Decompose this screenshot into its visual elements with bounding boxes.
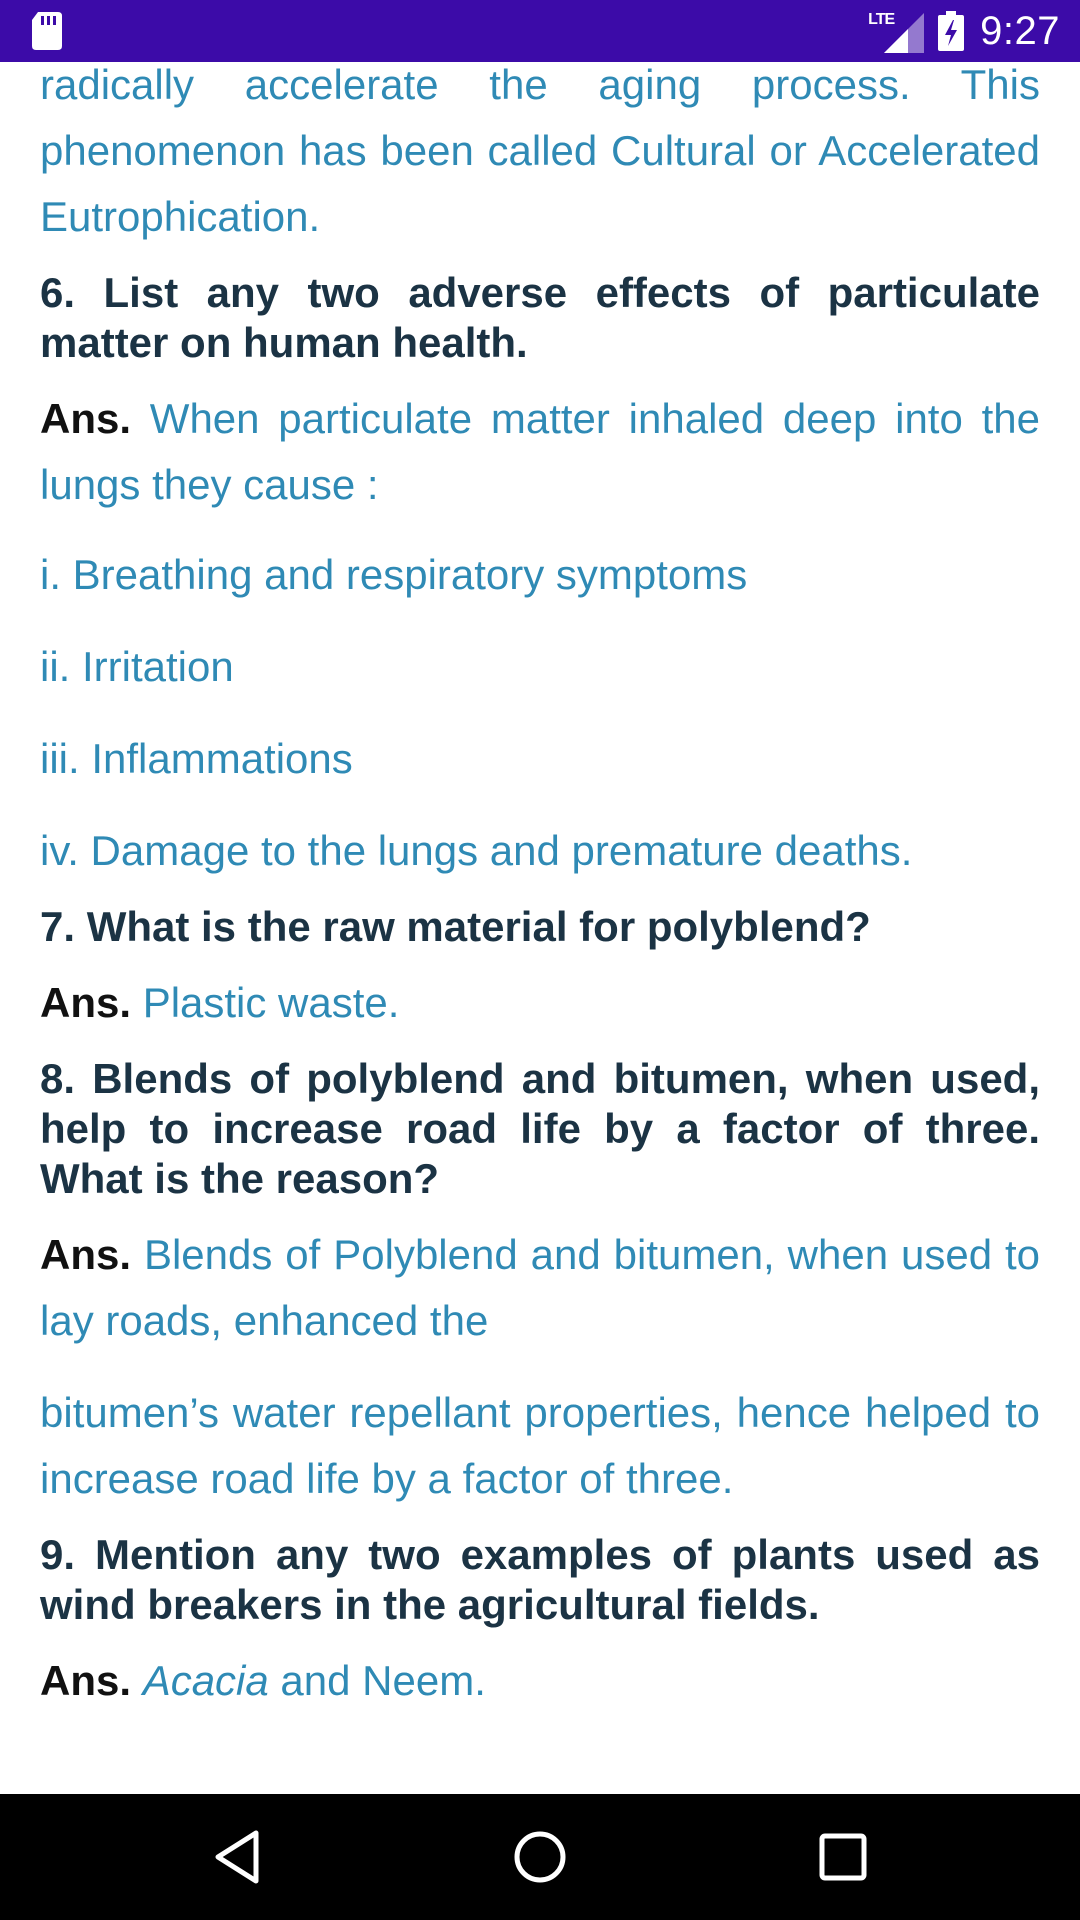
recents-button[interactable] xyxy=(813,1827,873,1887)
answer-7-text: Plastic waste. xyxy=(142,979,400,1026)
list-item: iv. Damage to the lungs and premature deaths. xyxy=(40,827,913,874)
answer-label: Ans. xyxy=(40,395,132,442)
content-scroll-area[interactable] xyxy=(0,62,1080,1794)
answer-7 xyxy=(40,970,1040,1036)
answer-9-italic: Acacia xyxy=(142,1657,269,1704)
intro-paragraph: radically accelerate the aging process. This phenomenon has been called Cultural or Accelerated Eutrophication. xyxy=(40,62,1040,240)
answer-label: Ans. xyxy=(40,1657,132,1704)
list-item: iii. Inflammations xyxy=(40,735,353,782)
status-time: 9:27 xyxy=(980,8,1060,53)
lte-signal-icon xyxy=(868,9,924,53)
list-item: i. Breathing and respiratory symptoms xyxy=(40,551,748,598)
answer-label: Ans. xyxy=(40,979,132,1026)
answer-6-text: When particulate matter inhaled deep into the lungs they cause : xyxy=(40,395,1040,508)
battery-charging-icon xyxy=(938,11,964,51)
question-6: 6. List any two adverse effects of particulate matter on human health. xyxy=(40,269,1040,366)
answer-8-continued: bitumen’s water repellant properties, hence helped to increase road life by a factor of three. xyxy=(40,1389,1040,1502)
question-9: 9. Mention any two examples of plants used as wind breakers in the agricultural fields. xyxy=(40,1531,1040,1628)
answer-6 xyxy=(40,386,1040,518)
back-button[interactable] xyxy=(208,1827,268,1887)
answer-9 xyxy=(40,1648,1040,1714)
answer-9-text: and Neem. xyxy=(268,1657,486,1704)
answer-label: Ans. xyxy=(40,1231,132,1278)
answer-8-text: Blends of Polyblend and bitumen, when used to lay roads, enhanced the xyxy=(40,1231,1041,1344)
sd-card-icon xyxy=(32,12,62,50)
network-type: LTE xyxy=(868,11,895,28)
list-item: ii. Irritation xyxy=(40,643,234,690)
question-7: 7. What is the raw material for polyblend? xyxy=(40,903,871,950)
navigation-bar xyxy=(0,1794,1080,1920)
answer-8 xyxy=(40,1222,1040,1354)
status-bar xyxy=(0,0,1080,62)
question-8: 8. Blends of polyblend and bitumen, when used, help to increase road life by a factor of three. What is the reason? xyxy=(40,1055,1040,1202)
home-button[interactable] xyxy=(510,1827,570,1887)
